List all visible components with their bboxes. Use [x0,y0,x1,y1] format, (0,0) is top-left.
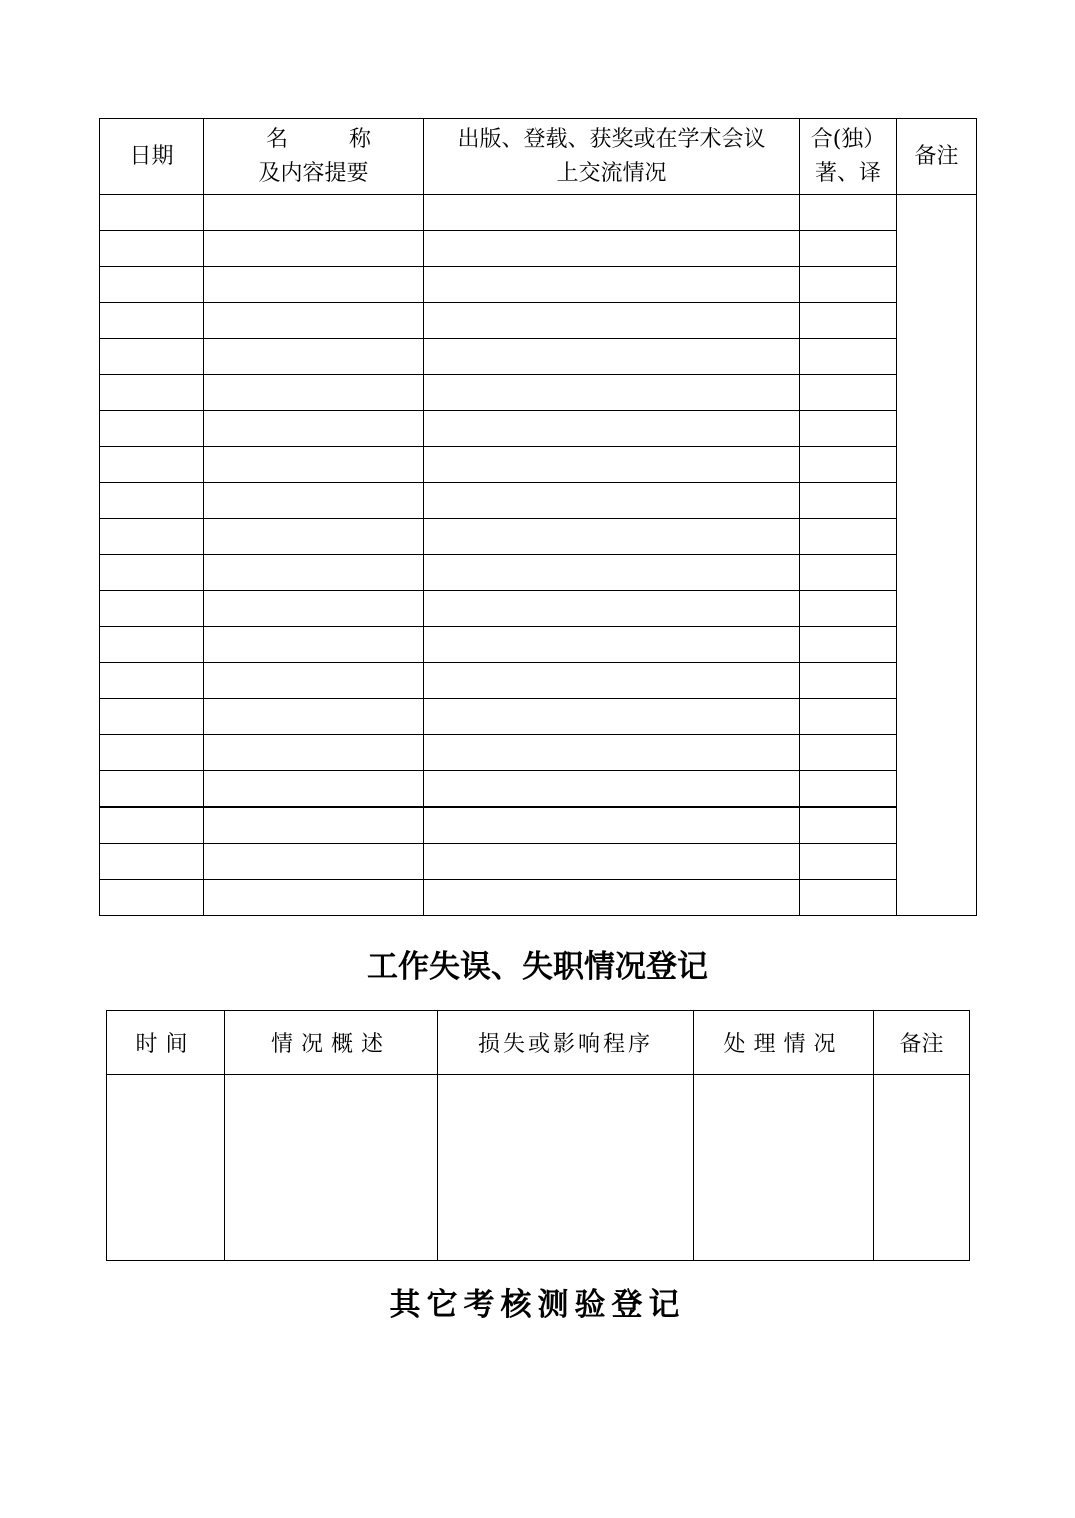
header-time: 时间 [107,1011,225,1075]
publication-publication-cell[interactable] [424,771,800,808]
publication-date-cell[interactable] [100,483,204,519]
publication-date-cell[interactable] [100,267,204,303]
publication-row [100,267,977,303]
publication-publication-cell[interactable] [424,699,800,735]
header-authorship-line2: 著、译 [814,160,881,186]
publication-date-cell[interactable] [100,375,204,411]
header-name-line1 [204,123,423,157]
publication-name-cell[interactable] [204,555,424,591]
publication-publication-cell[interactable] [424,519,800,555]
publication-authorship-cell[interactable] [800,844,897,880]
publication-date-cell[interactable] [100,339,204,375]
publication-name-cell[interactable] [204,375,424,411]
header-error-remarks: 备注 [874,1011,970,1075]
publication-date-cell[interactable] [100,807,204,844]
publication-row [100,411,977,447]
publication-row [100,555,977,591]
publication-row [100,519,977,555]
publication-authorship-cell[interactable] [800,483,897,519]
publications-table [99,118,977,916]
publication-row [100,591,977,627]
publication-publication-cell[interactable] [424,880,800,916]
publication-row [100,663,977,699]
publication-name-cell[interactable] [204,411,424,447]
publication-date-cell[interactable] [100,411,204,447]
header-date: 日期 [100,119,204,195]
publication-row [100,303,977,339]
publication-authorship-cell[interactable] [800,375,897,411]
header-authorship-line1: 合(独） [810,126,886,152]
publication-date-cell[interactable] [100,771,204,808]
header-summary: 情况概述 [225,1011,438,1075]
publication-authorship-cell[interactable] [800,555,897,591]
publication-publication-cell[interactable] [424,375,800,411]
publication-name-cell[interactable] [204,663,424,699]
publication-date-cell[interactable] [100,880,204,916]
publication-name-cell[interactable] [204,447,424,483]
publication-date-cell[interactable] [100,844,204,880]
publication-row [100,339,977,375]
publication-publication-cell[interactable] [424,411,800,447]
publication-row [100,844,977,880]
header-name-char1: 名 [266,126,289,152]
publication-remarks-cell[interactable] [897,195,977,916]
error-remarks-cell[interactable] [874,1075,970,1261]
publication-authorship-cell[interactable] [800,447,897,483]
publication-date-cell[interactable] [100,231,204,267]
other-section-title: 其它考核测验登记 [389,1287,686,1323]
header-name-line2: 及内容提要 [258,160,369,186]
publication-date-cell[interactable] [100,591,204,627]
publication-name-cell[interactable] [204,195,424,231]
publication-name-cell[interactable] [204,519,424,555]
publication-name-cell[interactable] [204,880,424,916]
publication-publication-cell[interactable] [424,231,800,267]
publication-authorship-cell[interactable] [800,591,897,627]
publication-row [100,735,977,771]
publication-publication-cell[interactable] [424,339,800,375]
header-loss: 损失或影响程序 [438,1011,694,1075]
publication-publication-cell[interactable] [424,735,800,771]
publication-date-cell[interactable] [100,627,204,663]
publication-row [100,375,977,411]
publication-publication-cell[interactable] [424,303,800,339]
header-publication-line1: 出版、登载、获奖或在学术会议 [457,126,766,152]
errors-header-row [107,1011,970,1075]
publication-authorship-cell[interactable] [800,303,897,339]
publication-name-cell[interactable] [204,591,424,627]
header-publication-line2: 上交流情况 [556,160,667,186]
publication-authorship-cell[interactable] [800,735,897,771]
publication-publication-cell[interactable] [424,483,800,519]
publication-authorship-cell[interactable] [800,627,897,663]
error-time-cell[interactable] [107,1075,225,1261]
publication-date-cell[interactable] [100,195,204,231]
publication-date-cell[interactable] [100,519,204,555]
publication-name-cell[interactable] [204,807,424,844]
publication-row [100,483,977,519]
publication-name-cell[interactable] [204,844,424,880]
publication-date-cell[interactable] [100,735,204,771]
publication-authorship-cell[interactable] [800,231,897,267]
errors-entry-row [107,1075,970,1261]
publication-row [100,807,977,844]
header-publication [424,119,800,195]
publication-publication-cell[interactable] [424,844,800,880]
publication-authorship-cell[interactable] [800,699,897,735]
publication-publication-cell[interactable] [424,807,800,844]
publication-authorship-cell[interactable] [800,519,897,555]
publication-publication-cell[interactable] [424,591,800,627]
publication-name-cell[interactable] [204,627,424,663]
error-summary-cell[interactable] [225,1075,438,1261]
publication-publication-cell[interactable] [424,663,800,699]
publication-row [100,771,977,808]
header-name [204,119,424,195]
publication-date-cell[interactable] [100,663,204,699]
publication-date-cell[interactable] [100,699,204,735]
publication-date-cell[interactable] [100,447,204,483]
publication-row [100,231,977,267]
publication-name-cell[interactable] [204,735,424,771]
publication-name-cell[interactable] [204,483,424,519]
publication-authorship-cell[interactable] [800,195,897,231]
publication-row [100,699,977,735]
publication-name-cell[interactable] [204,771,424,808]
publication-publication-cell[interactable] [424,267,800,303]
publication-authorship-cell[interactable] [800,411,897,447]
publication-date-cell[interactable] [100,303,204,339]
publication-authorship-cell[interactable] [800,663,897,699]
publication-row [100,627,977,663]
publication-authorship-cell[interactable] [800,339,897,375]
publication-publication-cell[interactable] [424,447,800,483]
publication-publication-cell[interactable] [424,555,800,591]
header-name-char2: 称 [348,126,371,152]
publication-name-cell[interactable] [204,267,424,303]
publications-body [100,195,977,916]
publication-authorship-cell[interactable] [800,807,897,844]
error-loss-cell[interactable] [438,1075,694,1261]
header-authorship [800,119,897,195]
publication-authorship-cell[interactable] [800,267,897,303]
publication-publication-cell[interactable] [424,627,800,663]
publication-name-cell[interactable] [204,303,424,339]
publication-publication-cell[interactable] [424,195,800,231]
header-handling: 处理情况 [694,1011,874,1075]
errors-table [106,1010,970,1261]
publication-authorship-cell[interactable] [800,880,897,916]
publication-row [100,195,977,231]
publication-authorship-cell[interactable] [800,771,897,808]
publication-row [100,447,977,483]
publication-name-cell[interactable] [204,231,424,267]
publication-row [100,880,977,916]
publication-date-cell[interactable] [100,555,204,591]
error-handling-cell[interactable] [694,1075,874,1261]
publication-name-cell[interactable] [204,699,424,735]
header-remarks: 备注 [897,119,977,195]
errors-section-title: 工作失误、失职情况登记 [367,949,708,985]
publications-header-row [100,119,977,195]
publication-name-cell[interactable] [204,339,424,375]
